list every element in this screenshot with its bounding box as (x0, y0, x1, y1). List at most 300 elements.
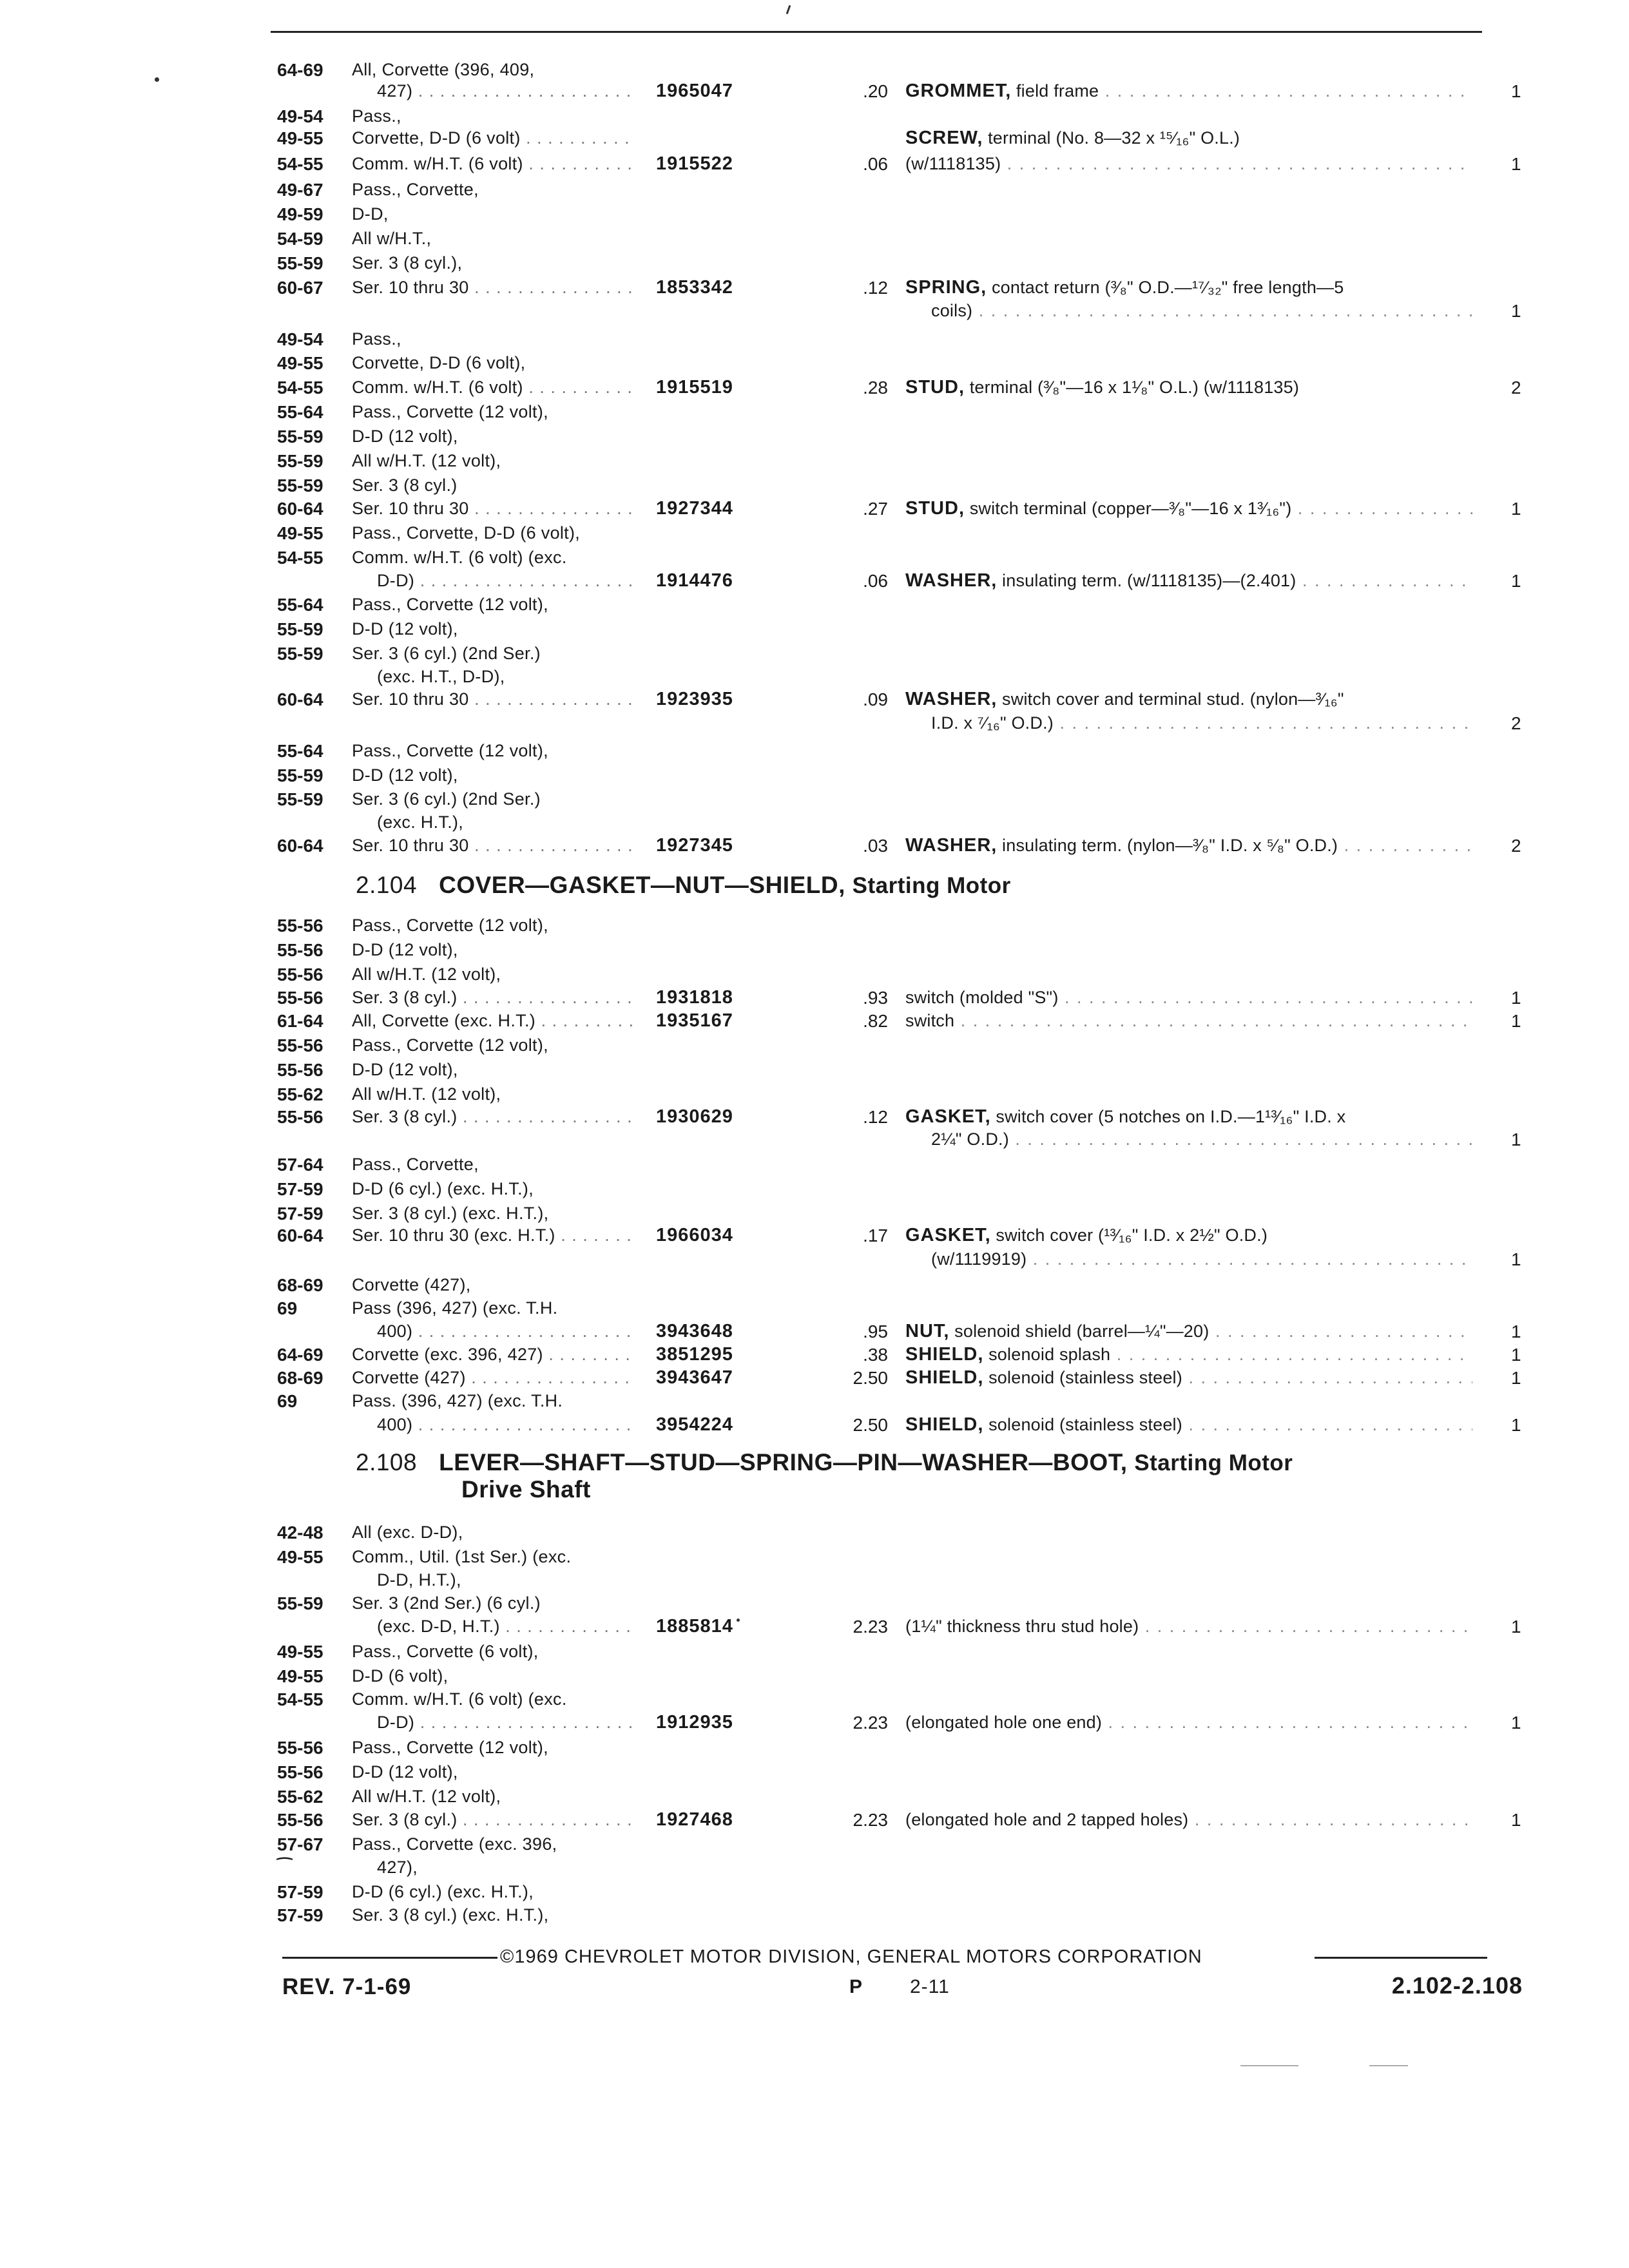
table-row (0, 1521, 1629, 1544)
application-description: Corvette, D-D (6 volt) . . . (352, 126, 635, 150)
application-description: Ser. 10 thru 30 . . . (352, 276, 635, 300)
section-number: 2.108 (356, 1449, 418, 1475)
application-description: Pass., Corvette (6 volt), (352, 1642, 539, 1661)
quantity: 1 (1511, 301, 1521, 321)
part-number: 1915522 (656, 153, 733, 174)
list-price: .28 (863, 378, 888, 398)
part-number: 1914476 (656, 570, 733, 591)
scan-mark (786, 5, 791, 14)
model-years: 68-69 (277, 1368, 323, 1388)
section-subtitle: Starting Motor (852, 873, 1011, 898)
table-row (0, 1760, 1629, 1784)
model-years: 60-67 (277, 278, 323, 298)
model-years: 55-59 (277, 253, 323, 273)
model-years: 49-55 (277, 1547, 323, 1567)
part-number: 1912935 (656, 1712, 733, 1733)
list-price: .38 (863, 1345, 888, 1365)
list-price: .17 (863, 1225, 888, 1245)
table-row (0, 327, 1629, 351)
quantity: 1 (1511, 1617, 1521, 1637)
model-years: 49-55 (277, 1642, 323, 1662)
part-description (905, 497, 1472, 521)
folio-letter: P (849, 1976, 863, 1997)
application-description: Comm. w/H.T. (6 volt) . . . (352, 152, 635, 176)
model-years: 54-55 (277, 154, 323, 174)
part-number: 1853342 (656, 277, 733, 298)
quantity: 1 (1511, 1713, 1521, 1733)
part-description (905, 79, 1472, 103)
table-row (0, 1296, 1629, 1320)
part-detail: switch terminal (copper—³⁄₈"—16 x 1³⁄₁₆") (965, 499, 1292, 518)
application-description: (exc. H.T., D-D), (377, 667, 505, 686)
table-row (0, 1687, 1629, 1711)
quantity: 1 (1511, 154, 1521, 174)
application-description: D-D (6 cyl.) (exc. H.T.), (352, 1882, 534, 1901)
table-row (0, 178, 1629, 202)
part-number: 3851295 (656, 1344, 733, 1365)
part-detail: contact return (³⁄₈" O.D.—¹⁷⁄₃₂" free length—5 (987, 278, 1344, 297)
model-years: 55-56 (277, 988, 323, 1008)
model-years: 60-64 (277, 499, 323, 519)
part-detail: (elongated hole and 2 tapped holes) (905, 1810, 1189, 1829)
application-description: All, Corvette (exc. H.T.) . . . (352, 1009, 635, 1033)
part-name: WASHER, (905, 689, 998, 709)
model-years: 60-64 (277, 836, 323, 856)
table-row (0, 497, 1629, 521)
scan-artifact (1369, 2065, 1408, 2066)
part-detail: switch (905, 1011, 955, 1030)
quantity: 1 (1511, 1810, 1521, 1830)
part-description (905, 569, 1472, 593)
model-years: 57-59 (277, 1179, 323, 1199)
application-description: 427) . . . (377, 79, 635, 103)
part-name: STUD, (905, 498, 965, 519)
part-number: 1923935 (656, 689, 733, 709)
application-description: Ser. 3 (8 cyl.) . . . (352, 1808, 635, 1832)
part-description (905, 1009, 1472, 1033)
application-description: Ser. 10 thru 30 . . . (352, 834, 635, 858)
application-description: Ser. 10 thru 30 (exc. H.T.) . . . (352, 1224, 635, 1247)
table-row (0, 546, 1629, 570)
part-number: 1965047 (656, 81, 733, 101)
application-description: Ser. 3 (6 cyl.) (2nd Ser.) (352, 789, 541, 809)
part-description (905, 126, 1472, 150)
list-price: 2.23 (853, 1810, 888, 1830)
model-years: 55-59 (277, 619, 323, 639)
application-description: All (exc. D-D), (352, 1523, 463, 1542)
table-row (0, 593, 1629, 617)
application-description: Ser. 10 thru 30 . . . (352, 497, 635, 521)
part-detail: 2¼" O.D.) (931, 1129, 1009, 1149)
table-row (0, 1664, 1629, 1688)
section-heading-2-104 (356, 871, 1011, 900)
table-row (0, 351, 1629, 375)
table-row (0, 1736, 1629, 1760)
footer-rule-left (282, 1957, 501, 1959)
part-description (905, 1711, 1472, 1735)
part-detail: I.D. x ⁷⁄₁₆" O.D.) (931, 713, 1054, 733)
quantity: 1 (1511, 81, 1521, 101)
model-years: 55-59 (277, 476, 323, 495)
table-row (0, 400, 1629, 424)
table-row (0, 1832, 1629, 1856)
table-row (0, 1082, 1629, 1106)
model-years: 57-59 (277, 1905, 323, 1925)
part-description (905, 1224, 1472, 1247)
application-description: D-D (12 volt), (352, 1060, 458, 1079)
application-description: D-D) . . . (377, 569, 635, 593)
table-row (0, 1640, 1629, 1664)
application-description: Pass. (396, 427) (exc. T.H. (352, 1391, 563, 1410)
application-description: Pass., Corvette (exc. 396, (352, 1834, 557, 1854)
model-years: 55-64 (277, 402, 323, 422)
quantity: 1 (1511, 1249, 1521, 1269)
part-name: GASKET, (905, 1106, 991, 1127)
part-description (905, 1366, 1472, 1390)
table-row (0, 1808, 1629, 1832)
table-row (0, 834, 1629, 858)
quantity: 1 (1511, 1129, 1521, 1149)
table-row (0, 299, 1629, 323)
application-description: Pass., Corvette, (352, 1155, 479, 1174)
model-years: 55-56 (277, 1738, 323, 1758)
application-description: Ser. 3 (6 cyl.) (2nd Ser.) (352, 644, 541, 663)
part-detail: switch cover and terminal stud. (nylon—³⁄₁₆" (997, 689, 1344, 709)
model-years: 55-64 (277, 595, 323, 615)
list-price: .27 (863, 499, 888, 519)
model-years: 57-64 (277, 1155, 323, 1175)
table-row (0, 1880, 1629, 1904)
part-description (905, 834, 1472, 858)
application-description: D-D (12 volt), (352, 765, 458, 785)
application-description: Ser. 3 (8 cyl.), (352, 253, 463, 273)
part-name: GASKET, (905, 1225, 991, 1245)
part-detail: field frame (1011, 81, 1099, 101)
application-description: D-D (12 volt), (352, 619, 458, 639)
application-description: All w/H.T. (12 volt), (352, 1787, 501, 1806)
model-years: 55-59 (277, 644, 323, 664)
part-name: WASHER, (905, 570, 998, 591)
table-row (0, 1785, 1629, 1809)
section-heading-2-108 (356, 1448, 1293, 1477)
model-years: 49-55 (277, 1666, 323, 1686)
quantity: 1 (1511, 1345, 1521, 1365)
model-years: 49-55 (277, 128, 323, 148)
part-detail: terminal (³⁄₈"—16 x 1¹⁄₈" O.L.) (w/1118135) (965, 378, 1300, 397)
application-description: 400) . . . (377, 1413, 635, 1437)
quantity: 1 (1511, 1415, 1521, 1435)
application-description: D-D (12 volt), (352, 427, 458, 446)
footer-rule-right (1315, 1957, 1487, 1959)
section-title: LEVER—SHAFT—STUD—SPRING—PIN—WASHER—BOOT, (439, 1449, 1128, 1475)
application-description: Pass., Corvette (12 volt), (352, 402, 548, 421)
table-row (0, 79, 1629, 103)
table-row (0, 474, 1629, 497)
application-description: Pass., Corvette (12 volt), (352, 1738, 548, 1757)
part-description (905, 687, 1472, 711)
application-description: Ser. 3 (8 cyl.) . . . (352, 1105, 635, 1129)
table-row (0, 787, 1629, 811)
application-description: Ser. 3 (8 cyl.) (exc. H.T.), (352, 1905, 549, 1925)
quantity: 2 (1511, 378, 1521, 398)
model-years: 55-59 (277, 427, 323, 447)
quantity: 2 (1511, 713, 1521, 733)
list-price: .93 (863, 988, 888, 1008)
table-row (0, 739, 1629, 763)
list-price: .12 (863, 278, 888, 298)
model-years: 49-55 (277, 353, 323, 373)
table-row (0, 1615, 1629, 1639)
part-description (931, 711, 1472, 735)
table-row (0, 687, 1629, 711)
model-years: 42-48 (277, 1523, 323, 1542)
model-years: 57-67 (277, 1834, 323, 1854)
application-description: Comm., Util. (1st Ser.) (exc. (352, 1547, 572, 1566)
table-row (0, 1545, 1629, 1569)
part-number: 1927345 (656, 835, 733, 856)
table-row (0, 711, 1629, 735)
model-years: 55-56 (277, 1060, 323, 1080)
application-description: D-D, H.T.), (377, 1570, 461, 1590)
application-description: Ser. 3 (8 cyl.) . . . (352, 986, 635, 1010)
application-description: D-D (12 volt), (352, 1762, 458, 1782)
part-description (905, 1413, 1472, 1437)
application-description: All w/H.T. (12 volt), (352, 965, 501, 984)
part-description (905, 152, 1472, 176)
table-row (0, 1224, 1629, 1247)
part-number: 1935167 (656, 1010, 733, 1031)
part-name: GROMMET, (905, 81, 1012, 101)
application-description: Ser. 10 thru 30 . . . (352, 687, 635, 711)
application-description: Comm. w/H.T. (6 volt) (exc. (352, 1689, 567, 1709)
part-description (905, 1343, 1472, 1367)
part-detail: terminal (No. 8—32 x ¹⁵⁄₁₆" O.L.) (983, 128, 1240, 148)
application-description: Comm. w/H.T. (6 volt) . . . (352, 376, 635, 399)
application-description: Pass., Corvette, D-D (6 volt), (352, 523, 581, 543)
table-row (0, 642, 1629, 666)
application-description: D-D (12 volt), (352, 940, 458, 959)
part-description (905, 1320, 1472, 1343)
table-row (0, 1711, 1629, 1735)
table-row (0, 764, 1629, 787)
list-price: 2.50 (853, 1415, 888, 1435)
copyright-notice: ©1969 CHEVROLET MOTOR DIVISION, GENERAL MOTORS CORPORATION (497, 1945, 1205, 1969)
list-price: 2.23 (853, 1617, 888, 1637)
model-years: 55-56 (277, 1810, 323, 1830)
application-description: All w/H.T., (352, 229, 432, 248)
part-number: 1915519 (656, 377, 733, 398)
table-row (0, 1153, 1629, 1177)
application-description: Ser. 3 (8 cyl.) (352, 476, 458, 495)
quantity: 2 (1511, 836, 1521, 856)
table-row (0, 811, 1629, 834)
application-description: D-D (6 volt), (352, 1666, 448, 1686)
model-years: 69 (277, 1391, 298, 1411)
model-years: 64-69 (277, 60, 323, 80)
model-years: 55-56 (277, 965, 323, 985)
application-description: Pass., Corvette (12 volt), (352, 741, 548, 760)
list-price: .06 (863, 154, 888, 174)
application-description: Corvette (427) . . . (352, 1366, 635, 1390)
part-detail: solenoid (stainless steel) (983, 1415, 1182, 1434)
table-row (0, 227, 1629, 251)
model-years: 55-59 (277, 789, 323, 809)
top-rule (271, 31, 1482, 33)
revision-date: REV. 7-1-69 (282, 1974, 412, 1999)
part-detail: solenoid (stainless steel) (983, 1368, 1182, 1387)
model-years: 55-64 (277, 741, 323, 761)
model-years: 54-55 (277, 378, 323, 398)
part-name: SCREW, (905, 128, 983, 148)
part-detail: switch cover (5 notches on I.D.—1¹³⁄₁₆" I.D. x (990, 1107, 1346, 1126)
model-years: 49-59 (277, 204, 323, 224)
model-years: 57-59 (277, 1204, 323, 1224)
table-row (0, 1366, 1629, 1390)
section-subtitle: Starting Motor (1134, 1450, 1293, 1475)
table-row (0, 986, 1629, 1010)
model-years: 54-55 (277, 1689, 323, 1709)
table-row (0, 1320, 1629, 1343)
table-row (0, 938, 1629, 962)
application-description: Pass., (352, 329, 401, 349)
table-row (0, 104, 1629, 128)
application-description: 427), (377, 1858, 418, 1877)
part-number: 1930629 (656, 1106, 733, 1127)
list-price: 2.50 (853, 1368, 888, 1388)
application-description: Pass (396, 427) (exc. T.H. (352, 1298, 558, 1318)
part-number: 3943647 (656, 1367, 733, 1388)
part-number: 1966034 (656, 1225, 733, 1245)
application-description: Pass., Corvette, (352, 180, 479, 199)
model-years: 68-69 (277, 1275, 323, 1295)
table-row (0, 1856, 1629, 1879)
page-number: 2-11 (910, 1976, 950, 1997)
model-years: 49-67 (277, 180, 323, 200)
quantity: 1 (1511, 988, 1521, 1008)
part-detail: switch (molded "S") (905, 988, 1059, 1007)
table-row (0, 425, 1629, 448)
model-years: 64-69 (277, 1345, 323, 1365)
table-row (0, 963, 1629, 986)
table-row (0, 1591, 1629, 1615)
part-detail: switch cover (¹³⁄₁₆" I.D. x 2½" O.D.) (990, 1225, 1268, 1245)
part-name: NUT, (905, 1321, 950, 1341)
application-description: (exc. H.T.), (377, 812, 464, 832)
quantity: 1 (1511, 571, 1521, 591)
model-years: 57-59 (277, 1882, 323, 1902)
model-years: ⁀ (277, 1858, 293, 1878)
table-row (0, 449, 1629, 473)
model-years: 55-59 (277, 765, 323, 785)
part-description (905, 986, 1472, 1010)
application-description: D-D) . . . (377, 1711, 635, 1735)
model-years: 55-56 (277, 1035, 323, 1055)
table-row (0, 1273, 1629, 1297)
model-years: 69 (277, 1298, 298, 1318)
application-description: Pass., Corvette (12 volt), (352, 595, 548, 614)
part-description (905, 276, 1472, 300)
application-description: Corvette, D-D (6 volt), (352, 353, 526, 372)
list-price: 2.23 (853, 1713, 888, 1733)
part-description (905, 376, 1472, 399)
part-description (905, 1808, 1472, 1832)
list-price: .12 (863, 1107, 888, 1127)
list-price: .09 (863, 689, 888, 709)
table-row (0, 1413, 1629, 1437)
part-number: 3943648 (656, 1321, 733, 1341)
application-description: Pass., Corvette (12 volt), (352, 1035, 548, 1055)
application-description: All, Corvette (396, 409, (352, 60, 535, 79)
part-detail: coils) (931, 301, 973, 320)
part-name: SHIELD, (905, 1414, 984, 1435)
table-row (0, 569, 1629, 593)
part-name: SPRING, (905, 277, 987, 298)
part-detail: (elongated hole one end) (905, 1713, 1103, 1732)
part-detail: insulating term. (nylon—³⁄₈" I.D. x ⁵⁄₈" O.D.) (997, 836, 1338, 855)
table-row (0, 1202, 1629, 1225)
application-description: Comm. w/H.T. (6 volt) (exc. (352, 548, 567, 567)
application-description: Ser. 3 (2nd Ser.) (6 cyl.) (352, 1593, 541, 1613)
table-row (0, 152, 1629, 176)
table-row (0, 1568, 1629, 1592)
part-number: 3954224 (656, 1414, 733, 1435)
application-description: 400) . . . (377, 1320, 635, 1343)
table-row (0, 1128, 1629, 1151)
application-description: Pass., (352, 106, 401, 126)
part-detail: (1¼" thickness thru stud hole) (905, 1617, 1139, 1636)
list-price: .03 (863, 836, 888, 856)
list-price: .06 (863, 571, 888, 591)
table-row (0, 1058, 1629, 1082)
quantity: 1 (1511, 1321, 1521, 1341)
application-description: Corvette (exc. 396, 427) . . . (352, 1343, 635, 1367)
table-row (0, 914, 1629, 937)
table-row (0, 1177, 1629, 1201)
table-row (0, 251, 1629, 275)
model-years: 55-62 (277, 1084, 323, 1104)
quantity: 1 (1511, 1011, 1521, 1031)
model-years: 55-59 (277, 1593, 323, 1613)
table-row (0, 276, 1629, 300)
part-description (931, 1247, 1472, 1271)
model-years: 60-64 (277, 689, 323, 709)
table-row (0, 665, 1629, 689)
model-years: 49-55 (277, 523, 323, 543)
table-row (0, 1247, 1629, 1271)
application-description: Ser. 3 (8 cyl.) (exc. H.T.), (352, 1204, 549, 1223)
model-years: 49-54 (277, 106, 323, 126)
part-name: SHIELD, (905, 1344, 984, 1365)
part-detail: (w/1119919) (931, 1249, 1027, 1269)
part-number: 1927344 (656, 498, 733, 519)
part-detail: insulating term. (w/1118135)—(2.401) (997, 571, 1296, 590)
application-description: All w/H.T. (12 volt), (352, 451, 501, 470)
application-description: (exc. D-D, H.T.) . . . (377, 1615, 635, 1639)
part-detail: (w/1118135) (905, 154, 1001, 173)
section-heading-2-108-line2: Drive Shaft (461, 1476, 591, 1503)
model-years: 55-62 (277, 1787, 323, 1807)
application-description: Pass., Corvette (12 volt), (352, 916, 548, 935)
table-row (0, 617, 1629, 641)
part-description (931, 299, 1472, 323)
section-number: 2.104 (356, 872, 418, 898)
model-years: 55-56 (277, 1107, 323, 1127)
model-years: 61-64 (277, 1011, 323, 1031)
quantity: 1 (1511, 1368, 1521, 1388)
table-row (0, 376, 1629, 399)
part-number: 1927468 (656, 1809, 733, 1830)
list-price: .20 (863, 81, 888, 101)
